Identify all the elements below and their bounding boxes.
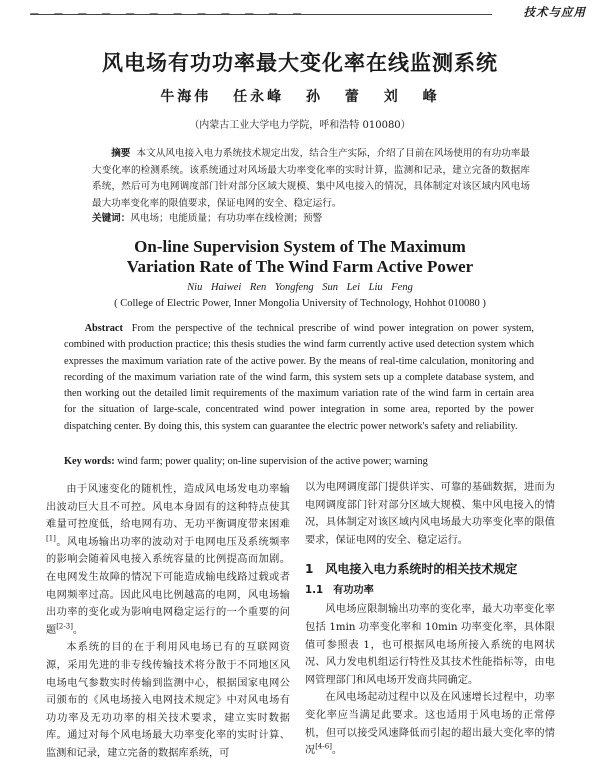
body-text: 由于风速变化的随机性，造成风电场发电功率输出波动巨大且不可控。风电本身固有的这种特点使其难量可控度低，给电网有功、无功平衡调度带来困难 <box>46 484 290 531</box>
authors-cn: 牛海伟 任永峰 孙 蕾 刘 峰 <box>160 89 440 105</box>
keywords-cn <box>92 211 530 227</box>
body-text: 。风电场输出功率的波动对于电网电压及系统频率的影响会随着风电接入系统容量的比例提高而加剧。在电网发生故障的情况下可能造成输电线路过载或者电网频率过高。因此风电比例越高的电网，风电场输出功率的变化或为影响电网稳定运行的一个重要的问题 <box>46 536 290 636</box>
abstract-cn-label: 摘要 <box>111 148 131 159</box>
abstract-en-text: From the perspective of the technical prescribe of wind power integration on power system, combined with production practice; this thesis studies the wind farm currently active used detection system which expresses the maximum variation rate of the active power. By the means of real-time calculation, monitoring and recording of the maximum variation rate of the wind farm, this system sets up a complete database system, and then working out the detailed limit requirements of the maximum variation rate of the wind farm in certain area for the situation of large-scale, concentrated wind power integration in some area, reported by the power dispatching center. By doing this, this system can guarantee the electric power network's safety and reliability. <box>64 323 534 432</box>
body-column-right <box>305 479 555 760</box>
paper-title-en-line2: Variation Rate of The Wind Farm Active Power <box>126 257 474 276</box>
keywords-en-label: Key words: <box>64 456 115 467</box>
subsection-heading <box>305 583 555 599</box>
abstract-cn <box>92 146 530 212</box>
body-text: 。 <box>72 624 84 636</box>
citation: [1] <box>46 534 56 543</box>
keywords-cn-label: 关键词： <box>92 213 131 224</box>
header-rule <box>30 14 492 15</box>
paper-title-en <box>0 237 600 277</box>
citation: [4-6] <box>315 742 332 751</box>
body-text: 以为电网调度部门提供详实、可靠的基础数据，进而为电网调度部门针对部分区域大规模、集中风电接入的情况，具体制定对该区域内风电场最大功率变化率的限值要求，保证电网的安全、稳定运行。 <box>305 482 555 546</box>
authors-en: Niu Haiwei Ren Yongfeng Sun Lei Liu Feng <box>187 282 413 293</box>
affiliation-en: ( College of Electric Power, Inner Mongolia University of Technology, Hohhot 010080 ) <box>114 298 486 309</box>
section-heading <box>305 561 555 577</box>
subsection-title: 有功功率 <box>333 585 374 597</box>
keywords-en-text: wind farm; power quality; on-line supervision of the active power; warning <box>117 456 428 467</box>
paper-title-cn: 风电场有功功率最大变化率在线监测系统 <box>102 51 498 75</box>
section-title: 风电接入电力系统时的相关技术规定 <box>325 562 518 577</box>
citation: [2-3] <box>56 622 73 631</box>
keywords-en <box>64 454 534 470</box>
running-head: 技术与应用 <box>523 5 586 19</box>
abstract-en-label: Abstract <box>84 323 123 334</box>
keywords-cn-text: 风电场；电能质量；有功功率在线检测；预警 <box>130 213 323 224</box>
body-column-left <box>46 481 290 763</box>
body-paragraph <box>305 689 555 759</box>
affiliation-cn: （内蒙古工业大学电力学院，呼和浩特 010080） <box>189 120 411 131</box>
section-number: 1 <box>305 562 314 577</box>
subsection-number: 1.1 <box>305 585 324 597</box>
body-paragraph <box>305 479 555 549</box>
body-paragraph <box>46 481 290 639</box>
abstract-en <box>64 321 534 435</box>
body-paragraph <box>46 639 290 762</box>
body-text: 。 <box>331 745 343 757</box>
paper-title-en-line1: On-line Supervision System of The Maximum <box>134 237 466 256</box>
body-paragraph <box>305 601 555 689</box>
abstract-cn-text: 本文从风电接入电力系统技术规定出发，结合生产实际，介绍了目前在风场使用的有功功率最大变化率的检测系统。该系统通过对风场最大功率变化率的实时计算，监测和记录，建立完备的数据库系统，然后可为电网调度部门针对部分区域大规模、集中风电接入的情况，具体制定对该区域内风电场最大功率变化率的限值要求，保证电网的安全、稳定运行。 <box>92 148 530 209</box>
body-text: 风电场应限制输出功率的变化率，最大功率变化率包括 1min 功率变化率和 10min 功率变化率，具体限值可参照表 1，也可根据风电场所接入系统的电网状况、风力发电机组运行特性及其技术性能指标等，由电网管理部门和风电场开发商共同确定。 <box>305 604 555 686</box>
header-dashes: — — — — — — — — — — — — <box>30 9 308 19</box>
body-text: 在风电场起动过程中以及在风速增长过程中，功率变化率应当满足此要求。这也适用于风电场的正常停机，但可以接受风速降低而引起的超出最大变化率的情况 <box>305 692 555 757</box>
body-text: 本系统的目的在于利用风电场已有的互联网资源，采用先进的非专线传输技术将分散于不同地区风电场电气参数实时传输到监测中心，根据国家电网公司颁布的《风电场接入电网技术规定》中对风电场有功功率及无功功率的相关技术要求，建立实时数据库。通过对每个风电场最大功率变化率的实时计算、监测和记录，建立完备的数据库系统，可 <box>46 642 290 759</box>
